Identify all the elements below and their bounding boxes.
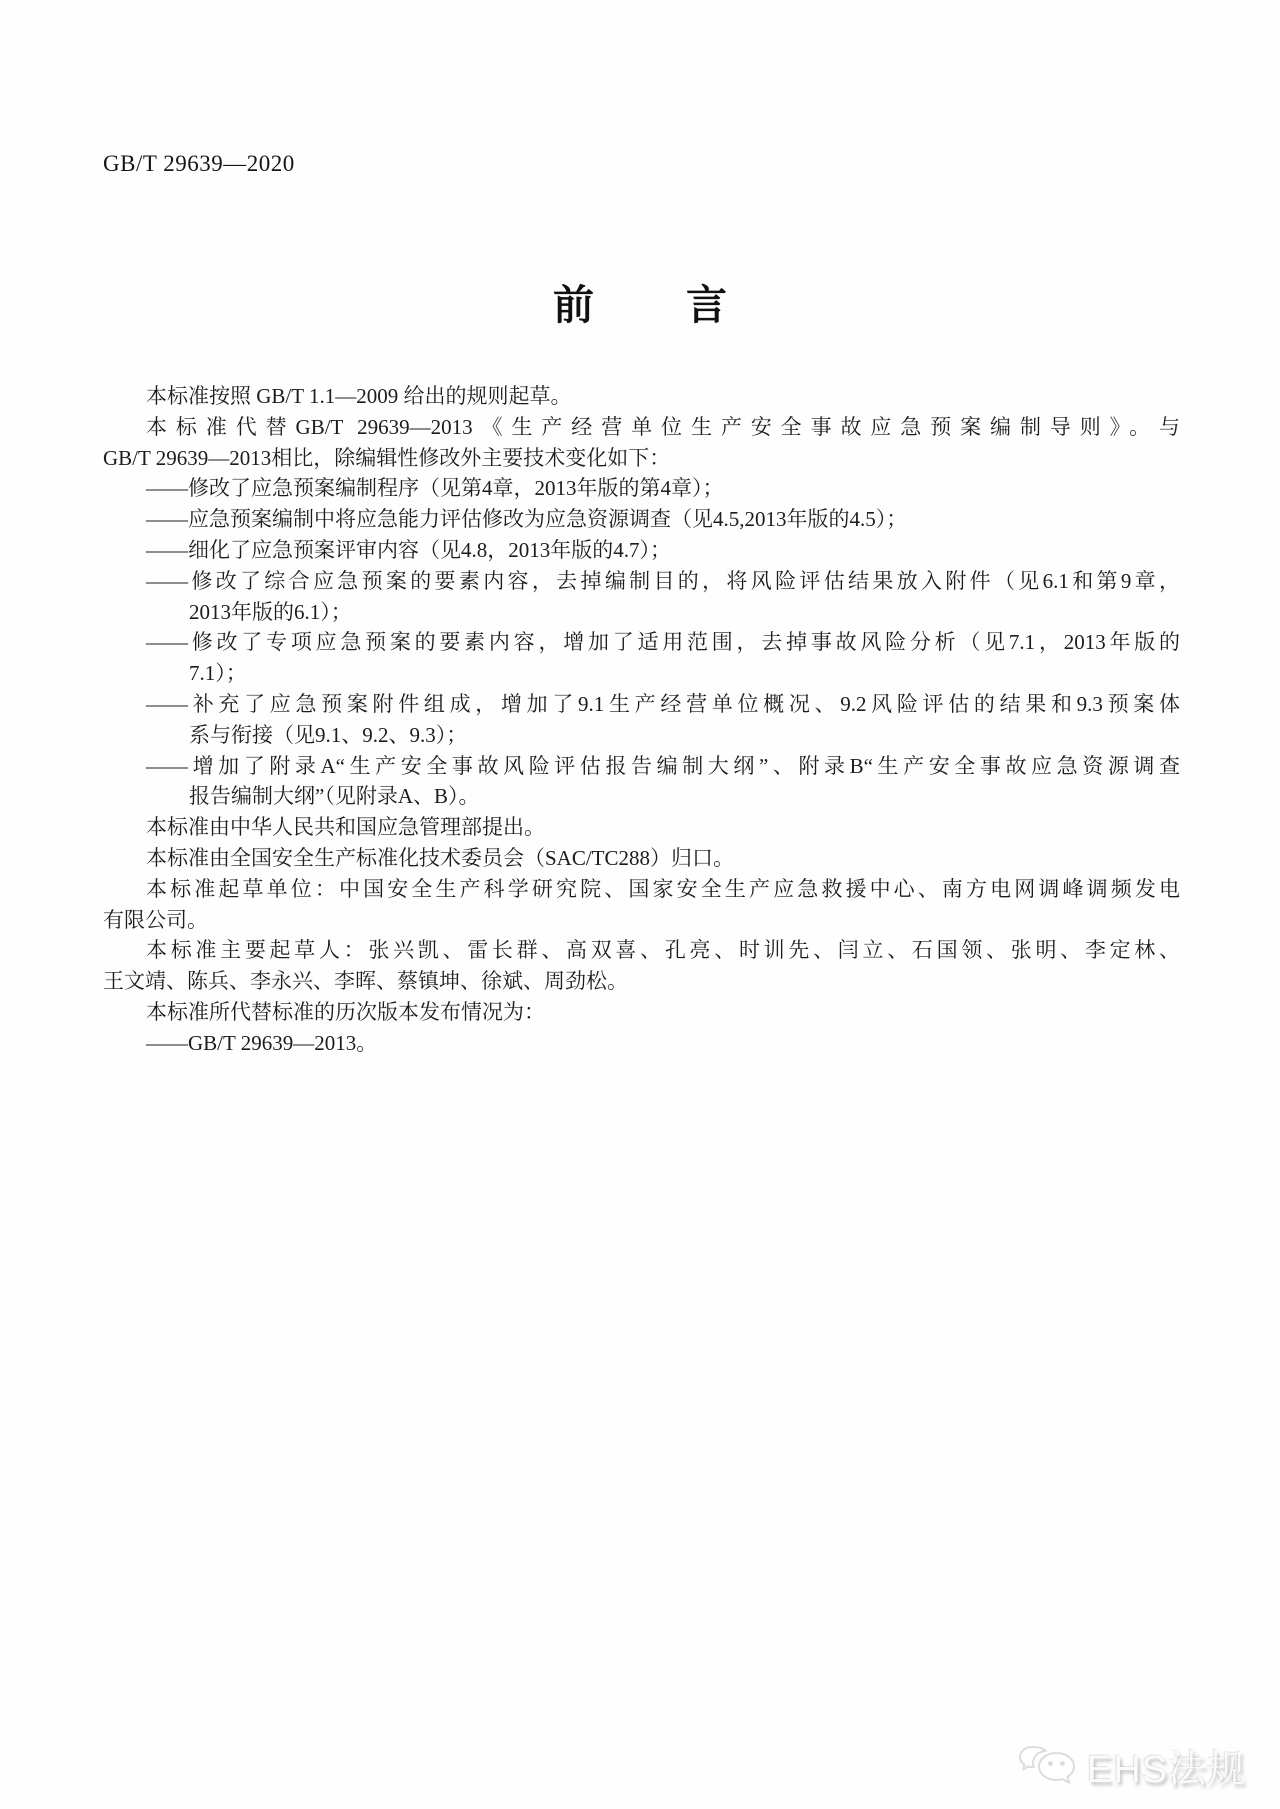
foreword-line: 本标准起草单位：中国安全生产科学研究院、国家安全生产应急救援中心、南方电网调峰调频发电 (146, 876, 1180, 901)
foreword-body (103, 381, 1180, 1059)
page-title (0, 272, 1280, 331)
foreword-bullet: ——应急预案编制中将应急能力评估修改为应急资源调查（见4.5,2013年版的4.5）； (146, 507, 908, 532)
foreword-bullet: ——修改了应急预案编制程序（见第4章，2013年版的第4章）； (146, 476, 724, 501)
foreword-line-continuation: 有限公司。 (103, 907, 208, 932)
foreword-bullet-continuation: 报告编制大纲”（见附录A、B）。 (189, 784, 480, 809)
page-title-char-left: 前 (553, 282, 594, 328)
watermark (1017, 1738, 1246, 1793)
watermark-label: EHS法规 (1086, 1749, 1246, 1791)
standard-number: GB/T 29639—2020 (103, 151, 295, 176)
foreword-bullet-continuation: 2013年版的6.1）； (189, 599, 352, 624)
foreword-line: 本标准由全国安全生产标准化技术委员会（SAC/TC288）归口。 (146, 845, 735, 870)
foreword-line: 本标准由中华人民共和国应急管理部提出。 (146, 815, 545, 840)
foreword-bullet: ——修改了综合应急预案的要素内容，去掉编制目的，将风险评估结果放入附件（见6.1和第9章， (146, 568, 1180, 593)
foreword-bullet: ——增加了附录A“生产安全事故风险评估报告编制大纲”、附录B“生产安全事故应急资源调查 (146, 753, 1180, 778)
foreword-bullet: ——GB/T 29639—2013。 (146, 1030, 378, 1055)
foreword-bullet: ——补充了应急预案附件组成，增加了9.1生产经营单位概况、9.2风险评估的结果和9.3预案体 (146, 691, 1180, 716)
foreword-bullet: ——修改了专项应急预案的要素内容，增加了适用范围，去掉事故风险分析（见7.1，2013年版的 (146, 630, 1180, 655)
foreword-bullet-continuation: 系与衔接（见9.1、9.2、9.3）； (189, 722, 468, 747)
foreword-line: 本标准所代替标准的历次版本发布情况为： (146, 999, 545, 1024)
foreword-bullet-continuation: 7.1）； (189, 661, 247, 686)
foreword-line: 本标准主要起草人：张兴凯、雷长群、高双喜、孔亮、时训先、闫立、石国领、张明、李定林、 (146, 938, 1180, 963)
foreword-line: 本标准代替GB/T 29639—2013《生产经营单位生产安全事故应急预案编制导则》。与 (146, 414, 1180, 439)
wechat-icon (1017, 1742, 1079, 1790)
foreword-line: 本标准按照 GB/T 1.1—2009 给出的规则起草。 (146, 384, 572, 408)
foreword-bullet: ——细化了应急预案评审内容（见4.8，2013年版的4.7）； (146, 537, 671, 562)
foreword-line: GB/T 29639—2013相比，除编辑性修改外主要技术变化如下： (103, 445, 671, 470)
foreword-line-continuation: 王文靖、陈兵、李永兴、李晖、蔡镇坤、徐斌、周劲松。 (103, 969, 628, 994)
page-title-char-right: 言 (686, 282, 727, 328)
